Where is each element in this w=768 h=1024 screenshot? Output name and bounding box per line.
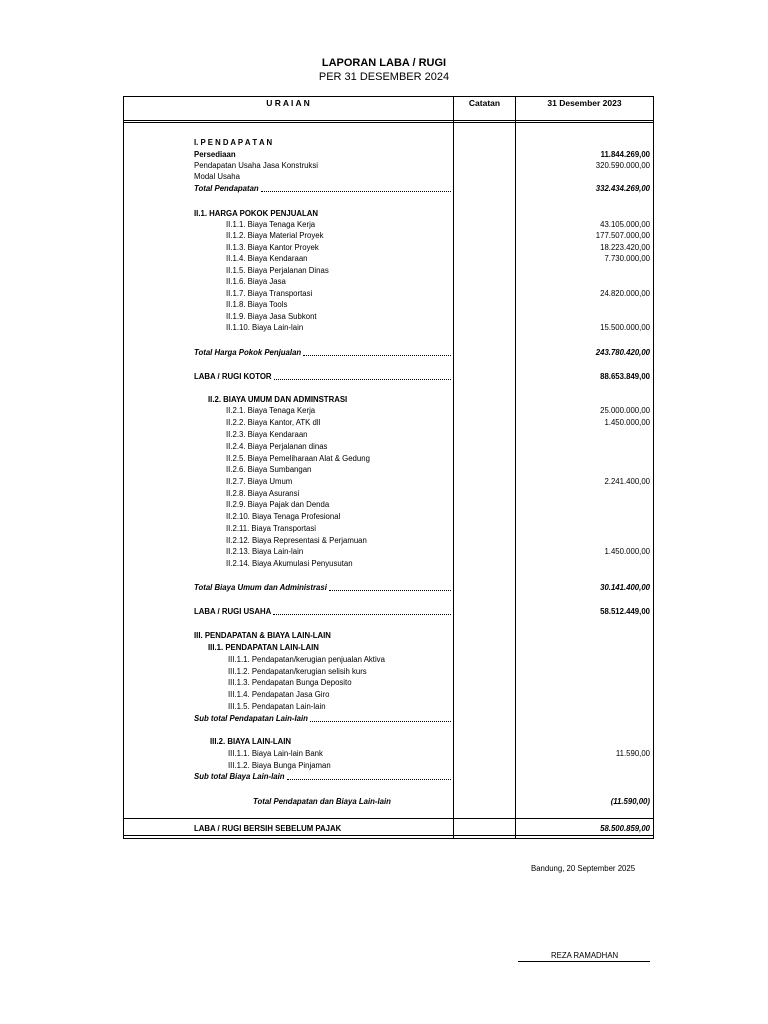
row-label: Total Pendapatan	[194, 184, 259, 193]
dotted-leader	[329, 590, 451, 591]
row-label: II.1.4. Biaya Kendaraan	[226, 254, 308, 263]
row-label: II.1.9. Biaya Jasa Subkont	[226, 312, 317, 321]
row-label: Sub total Pendapatan Lain-lain	[194, 714, 308, 723]
row-amount: 15.500.000,00	[600, 323, 650, 332]
column-divider-date	[515, 96, 516, 839]
header-separator-double	[123, 122, 654, 123]
row-label: II.2.7. Biaya Umum	[226, 477, 293, 486]
header-uraian: U R A I A N	[266, 98, 310, 108]
row-label: III.1.2. Pendapatan/kerugian selisih kurs	[228, 667, 367, 676]
income-statement-table	[123, 96, 654, 839]
final-row-separator	[123, 818, 654, 819]
row-label: II.2.3. Biaya Kendaraan	[226, 430, 308, 439]
row-label: III.1.5. Pendapatan Lain-lain	[228, 702, 326, 711]
row-label: II.1. HARGA POKOK PENJUALAN	[194, 209, 319, 218]
row-label: II.2.11. Biaya Transportasi	[226, 524, 316, 533]
row-amount: 43.105.000,00	[600, 220, 650, 229]
report-period: PER 31 DESEMBER 2024	[318, 71, 450, 83]
row-label: II.1.2. Biaya Material Proyek	[226, 231, 324, 240]
row-label: Pendapatan Usaha Jasa Konstruksi	[194, 161, 318, 170]
row-label: II.1.5. Biaya Perjalanan Dinas	[226, 266, 329, 275]
row-label: LABA / RUGI BERSIH SEBELUM PAJAK	[194, 824, 342, 833]
row-label: II.2.14. Biaya Akumulasi Penyusutan	[226, 559, 353, 568]
row-label: LABA / RUGI USAHA	[194, 607, 272, 616]
final-row-bottom	[123, 835, 654, 836]
row-label: II.1.3. Biaya Kantor Proyek	[226, 243, 319, 252]
header-catatan: Catatan	[468, 98, 501, 108]
row-label: III.1.1. Pendapatan/kerugian penjualan Aktiva	[228, 655, 385, 664]
row-label: Total Harga Pokok Penjualan	[194, 348, 302, 357]
row-amount: 58.512.449,00	[600, 607, 650, 616]
row-amount: 2.241.400,00	[604, 477, 650, 486]
dotted-leader	[287, 779, 451, 780]
row-label: III. PENDAPATAN & BIAYA LAIN-LAIN	[194, 631, 331, 640]
row-label: II.1.1. Biaya Tenaga Kerja	[226, 220, 316, 229]
row-label: III.2. BIAYA LAIN-LAIN	[210, 737, 292, 746]
row-label: II.2.6. Biaya Sumbangan	[226, 465, 312, 474]
row-label: II.2.2. Biaya Kantor, ATK dll	[226, 418, 321, 427]
header-date: 31 Desember 2023	[547, 98, 622, 108]
row-amount: 177.507.000,00	[595, 231, 650, 240]
dotted-leader	[261, 191, 451, 192]
row-label: II.2.4. Biaya Perjalanan dinas	[226, 442, 328, 451]
row-amount: 11.844.269,00	[600, 150, 650, 159]
row-label: II.1.7. Biaya Transportasi	[226, 289, 313, 298]
row-label: III.1.4. Pendapatan Jasa Giro	[228, 690, 330, 699]
row-label: LABA / RUGI KOTOR	[194, 372, 272, 381]
row-label: II.2.1. Biaya Tenaga Kerja	[226, 406, 316, 415]
row-amount: 18.223.420,00	[600, 243, 650, 252]
row-label: II.2.8. Biaya Asuransi	[226, 489, 300, 498]
row-label: I. P E N D A P A T A N	[194, 138, 273, 147]
row-label: III.1.3. Pendapatan Bunga Deposito	[228, 678, 352, 687]
row-label: Total Biaya Umum dan Administrasi	[194, 583, 327, 592]
row-label: II.1.6. Biaya Jasa	[226, 277, 286, 286]
row-amount: (11.590,00)	[610, 797, 650, 806]
row-label: II.2.5. Biaya Pemeliharaan Alat & Gedung	[226, 454, 370, 463]
row-label: Sub total Biaya Lain-lain	[194, 772, 285, 781]
row-label: II.2.13. Biaya Lain-lain	[226, 547, 304, 556]
dotted-leader	[310, 721, 451, 722]
dotted-leader	[303, 355, 451, 356]
place-date: Bandung, 20 September 2025	[531, 864, 636, 873]
row-label: III.1.1. Biaya Lain-lain Bank	[228, 749, 323, 758]
row-label: II.2.12. Biaya Representasi & Perjamuan	[226, 536, 367, 545]
dotted-leader	[274, 379, 451, 380]
column-divider-catatan	[453, 96, 454, 839]
row-label: Persediaan	[194, 150, 236, 159]
row-label: II.2.9. Biaya Pajak dan Denda	[226, 500, 330, 509]
row-amount: 58.500.859,00	[600, 824, 650, 833]
row-amount: 88.653.849,00	[600, 372, 650, 381]
row-label: II.1.8. Biaya Tools	[226, 300, 288, 309]
row-amount: 320.590.000,00	[595, 161, 650, 170]
row-label: III.1. PENDAPATAN LAIN-LAIN	[208, 643, 319, 652]
signatory-name: REZA RAMADHAN	[551, 951, 619, 960]
row-amount: 11.590,00	[615, 749, 650, 758]
row-amount: 243.780.420,00	[595, 348, 650, 357]
row-amount: 24.820.000,00	[600, 289, 650, 298]
row-label: II.2.10. Biaya Tenaga Profesional	[226, 512, 341, 521]
row-amount: 1.450.000,00	[604, 418, 650, 427]
row-label: III.1.2. Biaya Bunga Pinjaman	[228, 761, 331, 770]
row-amount: 25.000.000,00	[600, 406, 650, 415]
signature-line	[518, 961, 650, 962]
row-amount: 7.730.000,00	[604, 254, 650, 263]
row-amount: 332.434.269,00	[595, 184, 650, 193]
row-amount: 1.450.000,00	[604, 547, 650, 556]
row-label: II.2. BIAYA UMUM DAN ADMINSTRASI	[208, 395, 348, 404]
report-title: LAPORAN LABA / RUGI	[321, 57, 447, 69]
dotted-leader	[273, 614, 451, 615]
row-label: II.1.10. Biaya Lain-lain	[226, 323, 304, 332]
row-label: Modal Usaha	[194, 172, 240, 181]
row-amount: 30.141.400,00	[600, 583, 650, 592]
row-label: Total Pendapatan dan Biaya Lain-lain	[253, 797, 391, 806]
